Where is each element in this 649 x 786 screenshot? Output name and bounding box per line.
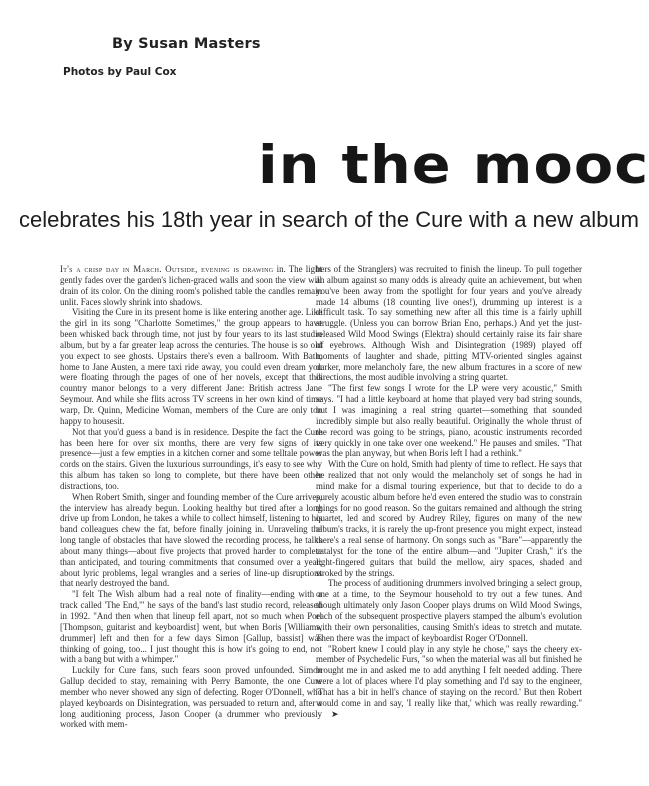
paragraph: bers of the Stranglers) was recruited to finish the lineup. To pull together an album against so many odds is already quite an achievement, but when you've been away from the spotlight for four years and you've already made 14 albums (18 counting live ones!), drumming up interest is a difficult task. To say something new after all this time is a fairly uphill struggle. (Unless you can borrow Brian Eno, perhaps.) And yet the just-released Wild Mood Swings (Elektra) should certainly raise its fair share of eyebrows. Although Wish and Disintegration (1989) played off moments of laughter and shade, pitting MTV-oriented singles against darker, more melancholy fare, the new album fractures in a score of new directions, the most audible involving a string quartet. [316, 264, 582, 383]
headline: in the mooc [258, 135, 649, 196]
deck: celebrates his 18th year in search of the Cure with a new album [19, 207, 639, 232]
paragraph-text: "Robert knew I could play in any style he chose," says the cheery ex-member of Psychedelic Furs, "so when the material was all but finished he brought me in and asked me to add anything I felt needed adding. There were a lot of places where I'd play something and I'd say to the engineer, 'That has a bit in hell's chance of staying on the record.' But then Robert would come in and say, 'I really like that,' which was really rewarding." [316, 643, 582, 708]
paragraph: With the Cure on hold, Smith had plenty of time to reflect. He says that he realized that not only would the melancholy set of songs he had in mind make for a dismal touring experience, but that to decide to do a purely acoustic album before he'd even entered the studio was to constrain things for no good reason. So the guitars remained and although the string quartet, led and scored by Audrey Riley, figures on many of the new album's tracks, it is rarely the up-front presence you might expect, instead there's a real sense of harmony. On songs such as "Bare"—apparently the catalyst for the tone of the entire album—and "Jupiter Crash," it's the light-fingered guitars that build the mellow, airy spaces, shaded and stroked by the strings. [316, 459, 582, 578]
paragraph: Visiting the Cure in its present home is like entering another age. Like the girl in its song "Charlotte Sometimes," the group appears to have been whisked back through time, not just by four years to its last studio album, but by a far greater leap across the centuries. The house is so old you expect to see ghosts. Upstairs there's even a ballroom. With Bath, home to Jane Austen, a mere taxi ride away, you could even dream you were floating through the pages of one of her novels, except that this country manor belongs to a very different Jane: British actress Jane Seymour. And while she flits across TV screens in her own kind of time warp, Dr. Quinn, Medicine Woman, members of the Cure are only too happy to housesit. [60, 307, 322, 426]
paragraph: When Robert Smith, singer and founding member of the Cure arrives, the interview has already begun. Looking healthy but tired after a long drive up from London, he takes a while to collect himself, listening to his band colleagues chew the fat, before finally joining in. Unraveling the long tangle of obstacles that have slowed the recording process, he talks about many things—about five projects that proved harder to complete than anticipated, and touring commitments that consumed over a year; about lyric problems, legal wrangles and a series of line-up disruptions that nearly destroyed the band. [60, 491, 322, 589]
paragraph [316, 644, 582, 721]
paragraph: "I felt The Wish album had a real note of finality—ending with a track called 'The End,'" he says of the band's last studio record, released in 1992. "And then when that lineup fell apart, not so much when Porl [Thompson, guitarist and keyboardist] went, but when Boris [Williams, drummer] left and then for a few days Simon [Gallup, bassist] was thinking of going, too... I just thought this is how it's going to end, not with a bang but with a whimper." [60, 589, 322, 665]
paragraph [60, 264, 322, 307]
paragraph: Not that you'd guess a band is in residence. Despite the fact the Cure has been here for over six months, there are very few signs of its presence—just a few empties in a kitchen corner and some telltale power cords on the stairs. Given the luxurious surroundings, it's easy to see why this album has taken so long to complete, but there have been other distractions, too. [60, 426, 322, 491]
paragraph: The process of auditioning drummers involved bringing a select group, one at a time, to the Seymour household to try out a few tunes. And though ultimately only Jason Cooper plays drums on Wild Mood Swings, each of the subsequent prospective players stamped the album's evolution with their own personalities, causing Smith's ideas to stretch and mutate. Then there was the impact of keyboardist Roger O'Donnell. [316, 578, 582, 643]
photo-credit: Photos by Paul Cox [63, 66, 177, 78]
column-left [60, 264, 322, 730]
drop-lead: It's a crisp day in March. Outside, evening is drawing [60, 264, 274, 274]
continue-arrow-icon: ➤ [331, 709, 339, 720]
column-right [316, 264, 582, 720]
paragraph-text: in. The light gently fades over the garden's lichen-graced walls and soon the view will drain of its color. On the dining room's polished table the candles remain unlit. Faces slowly shrink into shadows. [60, 264, 322, 307]
byline: By Susan Masters [112, 36, 261, 52]
paragraph: Luckily for Cure fans, such fears soon proved unfounded. Simon Gallup decided to stay, remaining with Perry Bamonte, the one Cure member who never showed any sign of defecting. Roger O'Donnell, who played keyboards on Disintegration, was persuaded to return and, after a long auditioning process, Jason Cooper (a drummer who previously worked with mem- [60, 665, 322, 730]
paragraph: "The first few songs I wrote for the LP were very acoustic," Smith says. "I had a little keyboard at home that played very bad string sounds, but I was imagining a real string quartet—something that sounded incredibly simple but also really beautiful. Originally the whole thrust of the record was going to be strings, piano, acoustic instruments recorded very quickly in one take over one weekend." He pauses and smiles. "That was the plan anyway, but when Boris left I had a rethink." [316, 383, 582, 459]
